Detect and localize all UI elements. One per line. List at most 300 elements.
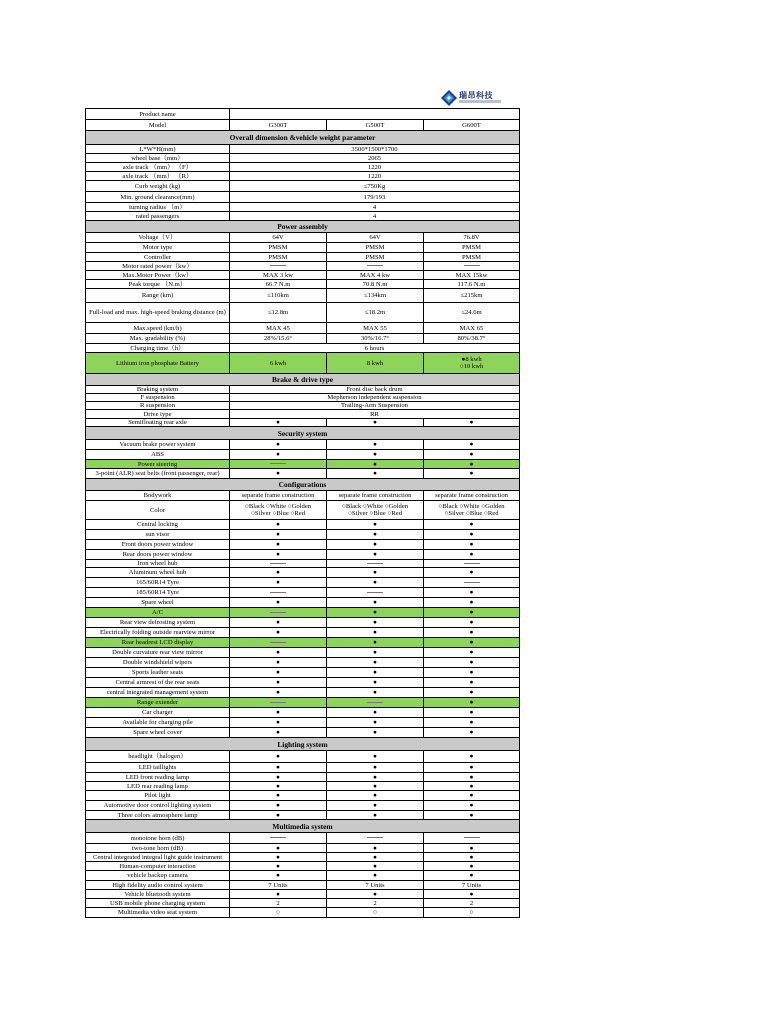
spec-row bbox=[86, 773, 520, 782]
spec-row bbox=[86, 501, 520, 520]
spec-value: ● bbox=[424, 890, 520, 899]
spec-value bbox=[327, 560, 424, 568]
spec-value bbox=[327, 588, 424, 598]
spec-label: Central integrated integral light guide instrument bbox=[86, 853, 230, 862]
spec-label: Full-load and max. high-speed braking distance (m) bbox=[86, 303, 230, 323]
spec-value: ● bbox=[230, 811, 327, 820]
spec-row bbox=[86, 628, 520, 638]
spec-row bbox=[86, 491, 520, 501]
spec-value: ● bbox=[424, 520, 520, 530]
spec-value: ● bbox=[327, 678, 424, 688]
spec-value: 117.6 N.m bbox=[424, 280, 520, 289]
spec-value: ● bbox=[230, 853, 327, 862]
spec-value: ● bbox=[424, 469, 520, 479]
spec-label: Spare wheel cover bbox=[86, 728, 230, 738]
spec-value: PMSM bbox=[424, 253, 520, 262]
spec-label: sun visor bbox=[86, 530, 230, 540]
spec-label: Max.speed (km/h) bbox=[86, 323, 230, 334]
spec-value: ● bbox=[424, 871, 520, 881]
spec-value: ● bbox=[230, 678, 327, 688]
spec-label: Max. gradability (%) bbox=[86, 334, 230, 344]
spec-value: ● bbox=[230, 658, 327, 668]
spec-row bbox=[86, 871, 520, 881]
spec-value: MAX 15kw bbox=[424, 271, 520, 280]
spec-row bbox=[86, 163, 520, 172]
section-title: Configurations bbox=[86, 479, 520, 491]
spec-label: Semifloating rear axle bbox=[86, 419, 230, 427]
spec-value bbox=[230, 560, 327, 568]
spec-label: Model bbox=[86, 120, 230, 131]
spec-value: separate frame construction bbox=[424, 491, 520, 501]
section-header-row bbox=[86, 131, 520, 145]
spec-label: Voltage（V） bbox=[86, 233, 230, 243]
spec-value: MAX 4 kw bbox=[327, 271, 424, 280]
spec-value: G300T bbox=[230, 120, 327, 131]
spec-row bbox=[86, 450, 520, 460]
spec-row bbox=[86, 271, 520, 280]
spec-value: ● bbox=[424, 728, 520, 738]
spec-row bbox=[86, 890, 520, 899]
spec-value: ● bbox=[230, 871, 327, 881]
spec-value bbox=[230, 833, 327, 844]
spec-label: F suspension bbox=[86, 394, 230, 402]
spec-label: two-tone horn (dB) bbox=[86, 844, 230, 853]
spec-label: Range extender bbox=[86, 698, 230, 708]
spec-value: ● bbox=[327, 450, 424, 460]
section-header-row bbox=[86, 427, 520, 440]
spec-row bbox=[86, 862, 520, 871]
spec-value-line: ○Black ○White ○Golden bbox=[244, 503, 312, 510]
spec-value: ● bbox=[327, 638, 424, 648]
spec-value: ● bbox=[230, 419, 327, 427]
spec-value bbox=[230, 262, 327, 271]
spec-value: ● bbox=[230, 648, 327, 658]
spec-row bbox=[86, 530, 520, 540]
spec-value: ● bbox=[230, 469, 327, 479]
spec-value: 2 bbox=[327, 899, 424, 908]
spec-value: ● bbox=[327, 801, 424, 811]
spec-value: ● bbox=[230, 718, 327, 728]
spec-row bbox=[86, 323, 520, 334]
not-available-dash bbox=[270, 463, 286, 464]
spec-row bbox=[86, 618, 520, 628]
spec-value: ● bbox=[424, 568, 520, 578]
spec-value: ● bbox=[230, 450, 327, 460]
spec-row bbox=[86, 578, 520, 588]
spec-value: ● bbox=[327, 728, 424, 738]
spec-label: Vehicle bluetooth system bbox=[86, 890, 230, 899]
spec-row bbox=[86, 801, 520, 811]
spec-value: 64V bbox=[327, 233, 424, 243]
spec-value: 8 kwh bbox=[327, 353, 424, 374]
spec-label: Electrically folding outside rearview mirror bbox=[86, 628, 230, 638]
spec-value: Mepherson independent suspension bbox=[230, 394, 520, 402]
spec-row bbox=[86, 353, 520, 374]
spec-label: R suspension bbox=[86, 402, 230, 410]
spec-row bbox=[86, 419, 520, 427]
spec-value: PMSM bbox=[327, 243, 424, 253]
spec-row bbox=[86, 303, 520, 323]
spec-value: ● bbox=[327, 862, 424, 871]
spec-value: ● bbox=[327, 782, 424, 791]
spec-value: 2 bbox=[230, 899, 327, 908]
spec-row bbox=[86, 881, 520, 890]
spec-label: Motor rated power（kw） bbox=[86, 262, 230, 271]
spec-value: 6 hours bbox=[230, 344, 520, 353]
spec-label: turning radius （m） bbox=[86, 203, 230, 212]
spec-value: MAX 55 bbox=[327, 323, 424, 334]
spec-value: ● bbox=[424, 668, 520, 678]
not-available-dash bbox=[270, 592, 286, 593]
spec-value: ○ bbox=[424, 908, 520, 918]
spec-value: ● bbox=[424, 608, 520, 618]
spec-value: ● bbox=[327, 763, 424, 773]
not-available-dash bbox=[464, 582, 480, 583]
spec-label: rated passengers bbox=[86, 212, 230, 221]
spec-value: ≤12.8m bbox=[230, 303, 327, 323]
spec-value: ≤18.2m bbox=[327, 303, 424, 323]
spec-value: Front disc back drum bbox=[230, 386, 520, 394]
spec-value: ● bbox=[327, 598, 424, 608]
spec-table-body bbox=[86, 109, 520, 918]
spec-value: 64V bbox=[230, 233, 327, 243]
spec-row bbox=[86, 520, 520, 530]
spec-row bbox=[86, 908, 520, 918]
not-available-dash bbox=[270, 702, 286, 703]
spec-label: ABS bbox=[86, 450, 230, 460]
spec-row bbox=[86, 262, 520, 271]
spec-row bbox=[86, 688, 520, 698]
spec-value: ● bbox=[424, 598, 520, 608]
spec-value: 80%/38.7° bbox=[424, 334, 520, 344]
spec-row bbox=[86, 608, 520, 618]
spec-value: ● bbox=[230, 751, 327, 763]
spec-label: 165/60R14 Tyre bbox=[86, 578, 230, 588]
spec-label: axle track （mm） （F） bbox=[86, 163, 230, 172]
not-available-dash bbox=[464, 563, 480, 564]
spec-row bbox=[86, 243, 520, 253]
spec-label: Bodywork bbox=[86, 491, 230, 501]
spec-row bbox=[86, 440, 520, 450]
spec-value: ● bbox=[230, 708, 327, 718]
spec-value: ● bbox=[327, 811, 424, 820]
spec-row bbox=[86, 728, 520, 738]
spec-row bbox=[86, 568, 520, 578]
not-available-dash bbox=[270, 265, 286, 266]
spec-row bbox=[86, 172, 520, 181]
spec-label: Car charger bbox=[86, 708, 230, 718]
spec-value: ● bbox=[424, 782, 520, 791]
spec-row bbox=[86, 782, 520, 791]
spec-value: MAX 45 bbox=[230, 323, 327, 334]
spec-label: Double curvature rear view mirror bbox=[86, 648, 230, 658]
spec-label: Central locking bbox=[86, 520, 230, 530]
spec-label: Peak torque （N.m） bbox=[86, 280, 230, 289]
spec-row bbox=[86, 109, 520, 120]
spec-value: ● bbox=[230, 618, 327, 628]
section-header-row bbox=[86, 479, 520, 491]
spec-value: 76.8V bbox=[424, 233, 520, 243]
spec-value bbox=[230, 109, 520, 120]
spec-value: ● bbox=[327, 708, 424, 718]
spec-value: ≤750Kg bbox=[230, 181, 520, 192]
spec-label: Human-computer interaction bbox=[86, 862, 230, 871]
spec-value: ● bbox=[424, 811, 520, 820]
spec-row bbox=[86, 233, 520, 243]
spec-value: G600T bbox=[424, 120, 520, 131]
spec-value: ● bbox=[327, 550, 424, 560]
spec-row bbox=[86, 763, 520, 773]
spec-label: High fidelity audio control system bbox=[86, 881, 230, 890]
spec-row bbox=[86, 899, 520, 908]
spec-value: 1220 bbox=[230, 172, 520, 181]
not-available-dash bbox=[367, 702, 383, 703]
spec-row bbox=[86, 811, 520, 820]
spec-row bbox=[86, 469, 520, 479]
spec-value: ● bbox=[327, 890, 424, 899]
spec-label: Range (km) bbox=[86, 289, 230, 303]
spec-value: ● bbox=[424, 791, 520, 801]
spec-row bbox=[86, 181, 520, 192]
spec-row bbox=[86, 560, 520, 568]
spec-label: Front doors power window bbox=[86, 540, 230, 550]
spec-value bbox=[230, 608, 327, 618]
spec-row bbox=[86, 289, 520, 303]
not-available-dash bbox=[367, 837, 383, 838]
spec-row bbox=[86, 588, 520, 598]
spec-value: ● bbox=[230, 688, 327, 698]
spec-value: ● bbox=[424, 844, 520, 853]
spec-label: Min. ground clearance(mm) bbox=[86, 192, 230, 203]
spec-value bbox=[327, 833, 424, 844]
spec-value: ● bbox=[230, 598, 327, 608]
spec-label: Rear doors power window bbox=[86, 550, 230, 560]
spec-value: ● bbox=[424, 698, 520, 708]
spec-value: ● bbox=[327, 618, 424, 628]
spec-value: ● bbox=[230, 801, 327, 811]
section-title: Lighting system bbox=[86, 738, 520, 751]
spec-value: ● bbox=[424, 751, 520, 763]
spec-row bbox=[86, 402, 520, 410]
spec-value: 66.7 N.m bbox=[230, 280, 327, 289]
spec-value: MAX 65 bbox=[424, 323, 520, 334]
spec-value: ● bbox=[424, 678, 520, 688]
spec-row bbox=[86, 853, 520, 862]
section-header-row bbox=[86, 374, 520, 386]
spec-label: Drive type bbox=[86, 410, 230, 419]
spec-value: ● bbox=[230, 578, 327, 588]
spec-row bbox=[86, 253, 520, 262]
spec-row bbox=[86, 638, 520, 648]
spec-value: ● bbox=[230, 550, 327, 560]
spec-value: 28%/15.6° bbox=[230, 334, 327, 344]
spec-table bbox=[85, 108, 520, 918]
spec-value: ● bbox=[327, 578, 424, 588]
spec-value: ● bbox=[327, 540, 424, 550]
spec-row bbox=[86, 698, 520, 708]
spec-value: ● bbox=[424, 708, 520, 718]
spec-value: ● bbox=[424, 718, 520, 728]
section-header-row bbox=[86, 221, 520, 233]
spec-label: axle track （mm） （R） bbox=[86, 172, 230, 181]
spec-row bbox=[86, 203, 520, 212]
section-header-row bbox=[86, 820, 520, 833]
spec-row bbox=[86, 540, 520, 550]
spec-row bbox=[86, 791, 520, 801]
spec-value: PMSM bbox=[327, 253, 424, 262]
spec-label: Spare wheel bbox=[86, 598, 230, 608]
spec-value: ● bbox=[230, 728, 327, 738]
spec-value: ● bbox=[327, 648, 424, 658]
spec-value: separate frame construction bbox=[327, 491, 424, 501]
logo-brand-text: 瑞昂科技 bbox=[459, 91, 493, 100]
spec-label: Pilot light bbox=[86, 791, 230, 801]
spec-value bbox=[327, 501, 424, 520]
spec-value: 2065 bbox=[230, 154, 520, 163]
spec-value: 3500*1500*1700 bbox=[230, 145, 520, 154]
spec-value: ● bbox=[230, 520, 327, 530]
spec-value: ● bbox=[230, 440, 327, 450]
spec-value bbox=[230, 588, 327, 598]
spec-row bbox=[86, 550, 520, 560]
not-available-dash bbox=[464, 265, 480, 266]
spec-value: ● bbox=[424, 658, 520, 668]
spec-label: A/C bbox=[86, 608, 230, 618]
spec-label: monotone horn (dB) bbox=[86, 833, 230, 844]
spec-value: 7 Units bbox=[424, 881, 520, 890]
spec-row bbox=[86, 154, 520, 163]
spec-value: ● bbox=[424, 763, 520, 773]
spec-label: vehicle backup camera bbox=[86, 871, 230, 881]
spec-value: ● bbox=[230, 568, 327, 578]
spec-value-line: ○10 kwh bbox=[459, 363, 484, 370]
spec-label: wheel base（mm） bbox=[86, 154, 230, 163]
spec-value bbox=[327, 262, 424, 271]
spec-label: Rear view defrosting system bbox=[86, 618, 230, 628]
spec-row bbox=[86, 394, 520, 402]
spec-row bbox=[86, 844, 520, 853]
spec-value: ● bbox=[230, 763, 327, 773]
spec-value: 179/193 bbox=[230, 192, 520, 203]
spec-value bbox=[230, 698, 327, 708]
company-logo bbox=[440, 88, 520, 108]
spec-value: ● bbox=[424, 588, 520, 598]
spec-label: Three colors atmosphere lamp bbox=[86, 811, 230, 820]
spec-value: ● bbox=[327, 853, 424, 862]
spec-row bbox=[86, 212, 520, 221]
spec-value bbox=[230, 501, 327, 520]
spec-label: 185/60R14 Tyre bbox=[86, 588, 230, 598]
spec-value bbox=[424, 833, 520, 844]
not-available-dash bbox=[367, 592, 383, 593]
spec-value: ● bbox=[424, 440, 520, 450]
spec-label: Automotive door control lighting system bbox=[86, 801, 230, 811]
not-available-dash bbox=[367, 563, 383, 564]
spec-label: central integrated management system bbox=[86, 688, 230, 698]
spec-value: ≤215km bbox=[424, 289, 520, 303]
spec-value: ● bbox=[230, 628, 327, 638]
spec-value: PMSM bbox=[230, 243, 327, 253]
spec-value: ● bbox=[230, 773, 327, 782]
not-available-dash bbox=[270, 563, 286, 564]
spec-label: Vacuum brake power system bbox=[86, 440, 230, 450]
spec-value: ● bbox=[424, 638, 520, 648]
spec-label: Rear headrest LCD display bbox=[86, 638, 230, 648]
spec-row bbox=[86, 678, 520, 688]
spec-row bbox=[86, 648, 520, 658]
spec-value: ● bbox=[327, 530, 424, 540]
spec-value: ○ bbox=[230, 908, 327, 918]
section-header-row bbox=[86, 738, 520, 751]
spec-value: ● bbox=[327, 844, 424, 853]
spec-label: Braking system bbox=[86, 386, 230, 394]
spec-label: Max.Motor Power（kw） bbox=[86, 271, 230, 280]
spec-value: ● bbox=[327, 718, 424, 728]
spec-value: ● bbox=[230, 844, 327, 853]
spec-label: L*W*H(mm) bbox=[86, 145, 230, 154]
spec-value: ● bbox=[230, 791, 327, 801]
spec-value: ● bbox=[327, 658, 424, 668]
spec-row bbox=[86, 833, 520, 844]
spec-value: ● bbox=[327, 568, 424, 578]
spec-value: 7 Units bbox=[327, 881, 424, 890]
spec-value: PMSM bbox=[424, 243, 520, 253]
spec-label: 3-point (ALR) seat belts (front passenger, rear) bbox=[86, 469, 230, 479]
spec-label: Lithium iron phosphate Battery bbox=[86, 353, 230, 374]
spec-row bbox=[86, 386, 520, 394]
spec-value: 6 kwh bbox=[230, 353, 327, 374]
spec-value: MAX 3 kw bbox=[230, 271, 327, 280]
spec-value: ≤110km bbox=[230, 289, 327, 303]
not-available-dash bbox=[270, 837, 286, 838]
spec-value bbox=[327, 698, 424, 708]
spec-label: Controller bbox=[86, 253, 230, 262]
spec-row bbox=[86, 460, 520, 469]
spec-row bbox=[86, 718, 520, 728]
spec-label: Iron wheel hub bbox=[86, 560, 230, 568]
spec-value: Trailing-Arm Suspension bbox=[230, 402, 520, 410]
spec-row bbox=[86, 334, 520, 344]
spec-label: Double windshield wipers bbox=[86, 658, 230, 668]
spec-value: ● bbox=[230, 862, 327, 871]
spec-value: ● bbox=[424, 530, 520, 540]
section-title: Security system bbox=[86, 427, 520, 440]
spec-value: ● bbox=[327, 668, 424, 678]
logo-subtitle-mark bbox=[459, 100, 501, 103]
spec-value bbox=[230, 638, 327, 648]
spec-value bbox=[230, 460, 327, 469]
spec-value: 7 Units bbox=[230, 881, 327, 890]
spec-value-line: ○Silver ○Blue ○Red bbox=[250, 510, 306, 517]
spec-value bbox=[424, 501, 520, 520]
spec-value-line: ○Black ○White ○Golden bbox=[341, 503, 409, 510]
spec-value: ● bbox=[230, 540, 327, 550]
spec-label: Aluminum wheel hub bbox=[86, 568, 230, 578]
spec-value: ≤134km bbox=[327, 289, 424, 303]
section-title: Brake & drive type bbox=[86, 374, 520, 386]
spec-label: Available for charging pile bbox=[86, 718, 230, 728]
spec-value: ● bbox=[230, 782, 327, 791]
spec-row bbox=[86, 280, 520, 289]
spec-value bbox=[424, 353, 520, 374]
spec-label: Sports leather seats bbox=[86, 668, 230, 678]
spec-value: ● bbox=[327, 419, 424, 427]
spec-value: ● bbox=[424, 862, 520, 871]
spec-label: Motor type bbox=[86, 243, 230, 253]
spec-label: Curb weight (kg) bbox=[86, 181, 230, 192]
spec-value: 70.8 N.m bbox=[327, 280, 424, 289]
spec-row bbox=[86, 145, 520, 154]
